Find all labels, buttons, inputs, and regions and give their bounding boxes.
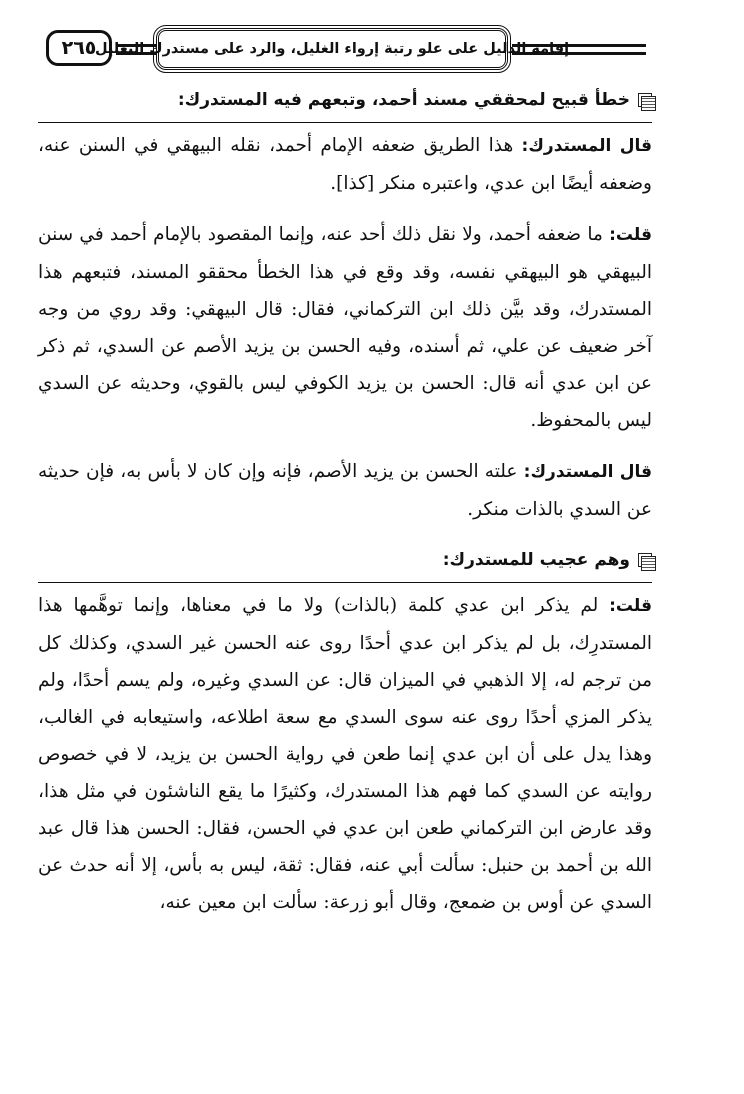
paragraph-label: قال المستدرك: [523,462,652,482]
text-body [38,82,652,935]
paragraph [38,127,652,202]
running-title: إقامة الدليل على علو رتبة إرواء الغليل، والرد على مستدرك التعليل [156,28,508,70]
paragraph-label: قلت: [609,596,652,616]
section-divider [38,122,652,123]
paragraph-text: هذا الطريق ضعفه الإمام أحمد، نقله البيهقي في السنن عنه، وضعفه أيضًا ابن عدي، واعتبره منكر [كذا]. [38,135,652,194]
section-divider [38,582,652,583]
paragraph-text: لم يذكر ابن عدي كلمة (بالذات) ولا ما في معناها، وإنما توهَّمها هذا المستدرِك، بل لم يذكر ابن عدي أحدًا روى عنه الحسن غير السدي، وكذلك كل من ترجم له، إلا الذهبي في الميزان قال: عن السدي وغيره، ولم يسم أحدًا، ولم يذكر المزي أحدًا روى عنه سوى السدي مع سعة اطلاعه، واستيعابه في الغالب، وهذا يدل على أن ابن عدي إنما طعن في رواية الحسن بن يزيد، لا في خصوص روايته عن السدي كما فهم هذا المستدرك، وكثيرًا ما يقع الناشئون في مثل هذا، وقد عارض ابن التركماني طعن ابن عدي في الحسن، فقال: الحسن هذا قال عبد الله بن أحمد بن حنبل: سألت أبي عنه، فقال: ثقة، ليس به بأس، إلا أنه حدث عن السدي عن أوس بن ضمعج، وقال أبو زرعة: سألت ابن معين عنه، [38,595,652,913]
section-heading-text: خطأ قبيح لمحققي مسند أحمد، وتبعهم فيه المستدرك: [177,90,630,110]
paragraph-label: قال المستدرك: [521,136,652,156]
paragraph [38,587,652,921]
book-icon [638,93,652,107]
paragraph-text: ما ضعفه أحمد، ولا نقل ذلك أحد عنه، وإنما المقصود بالإمام أحمد في سنن البيهقي هو البيهقي نفسه، وقد وقع في هذا الخطأ محققو المسند، فتبعهم هذا المستدرك، وقد بيَّن ذلك ابن التركماني، فقال: قال البيهقي: وقد روي من وجه آخر ضعيف عن علي، ثم أسنده، وفيه الحسن بن يزيد الأصم عن السدي، ثم ذكر عن ابن عدي أنه قال: الحسن بن يزيد الكوفي ليس بالقوي، وحديثه عن السدي ليس بالمحفوظ. [38,224,652,431]
book-icon [638,553,652,567]
section-heading-text: وهم عجيب للمستدرك: [442,550,630,570]
paragraph-label: قلت: [609,225,652,245]
paragraph [38,453,652,528]
running-header [16,28,646,74]
paragraph-text: علته الحسن بن يزيد الأصم، فإنه وإن كان لا بأس به، فإن حديثه عن السدي بالذات منكر. [38,461,652,520]
paragraph [38,216,652,439]
section-heading-2 [38,542,652,578]
page-number: ٢٦٥ [46,30,112,66]
section-heading-1 [38,82,652,118]
